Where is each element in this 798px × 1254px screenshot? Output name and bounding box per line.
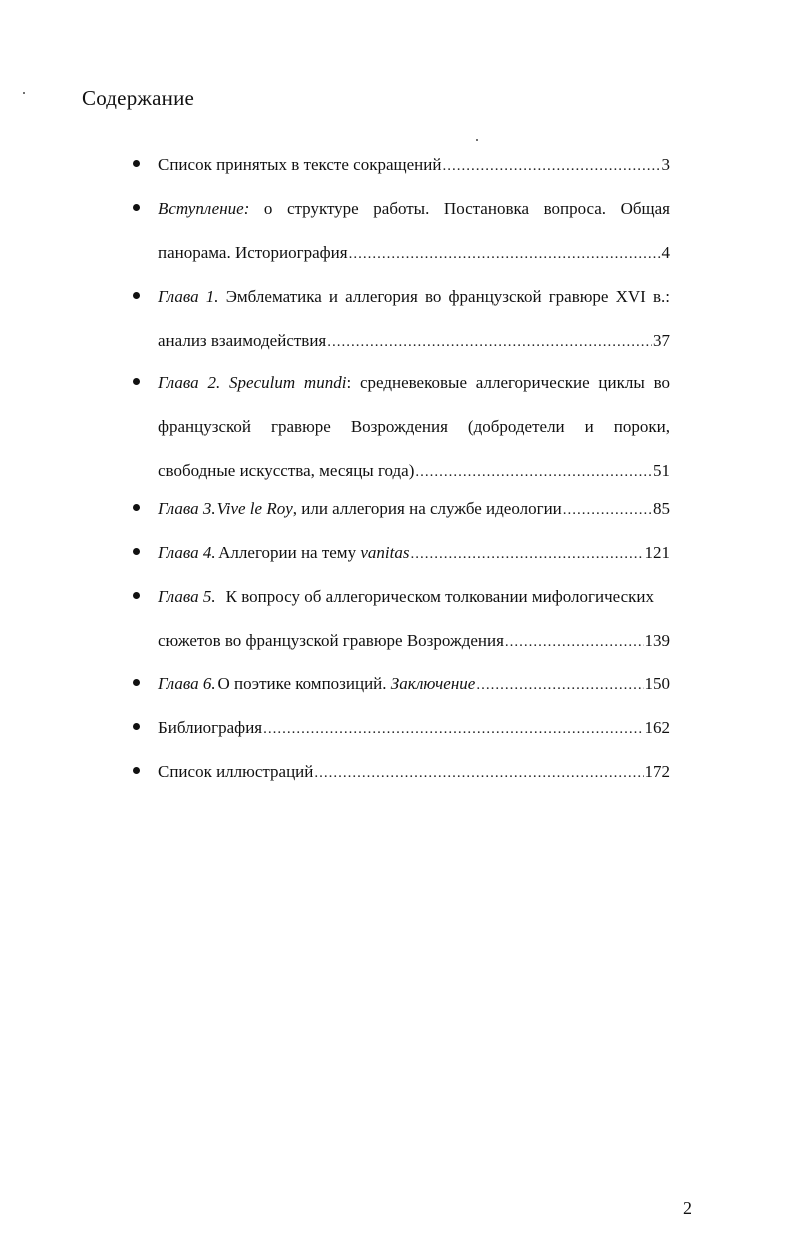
toc-entry-term: Заключение — [390, 674, 476, 693]
toc-line — [158, 143, 670, 187]
toc-entry-bibliography[interactable] — [158, 706, 670, 750]
toc-entry-chapter-4[interactable] — [158, 531, 670, 575]
bullet-icon — [133, 204, 140, 211]
toc-entry-chapter-6[interactable] — [158, 662, 670, 706]
toc-line — [158, 706, 670, 750]
toc-entry-illustrations[interactable] — [158, 750, 670, 794]
toc-line — [158, 187, 670, 231]
dot-leader — [263, 707, 643, 751]
toc-entry-label: Вступление: — [158, 199, 250, 218]
toc-entry-chapter-3[interactable] — [158, 487, 670, 531]
dot-leader — [314, 751, 643, 795]
toc-entry-chapter-1[interactable] — [158, 275, 670, 363]
toc-page-number: 121 — [644, 543, 670, 562]
toc-entry-title-cont: панорама. Историография — [158, 243, 348, 262]
toc-entry-label: Глава 2. — [158, 373, 221, 392]
toc-page-number: 3 — [661, 155, 670, 174]
toc-page-number: 85 — [653, 499, 670, 518]
toc-page-number: 4 — [661, 243, 670, 262]
toc-entry-introduction[interactable] — [158, 187, 670, 275]
bullet-icon — [133, 679, 140, 686]
toc-line — [158, 662, 670, 706]
toc-line — [158, 275, 670, 319]
dot-leader — [442, 144, 660, 188]
bullet-icon — [133, 160, 140, 167]
toc-entry-term: Speculum mundi — [229, 373, 347, 392]
toc-line — [158, 750, 670, 794]
toc-line — [158, 619, 670, 663]
bullet-icon — [133, 548, 140, 555]
toc-page-number: 139 — [644, 631, 670, 650]
toc-page-number: 51 — [653, 461, 670, 480]
toc-entry-label: Глава 4. — [158, 543, 216, 562]
toc-entry-chapter-2[interactable] — [158, 361, 670, 493]
bullet-icon — [133, 592, 140, 599]
toc-entry-label: Глава 1. — [158, 287, 219, 306]
bullet-icon — [133, 723, 140, 730]
scan-speck — [23, 92, 25, 94]
toc-page-number: 172 — [644, 762, 670, 781]
page-title: Содержание — [82, 86, 195, 110]
toc-entry-term: Vive le Roy — [216, 499, 293, 518]
toc-line — [158, 361, 670, 405]
dot-leader — [563, 488, 652, 532]
toc-page-number: 162 — [644, 718, 670, 737]
dot-leader — [476, 663, 643, 707]
toc-entry-title: Библиография — [158, 718, 263, 737]
toc-line — [158, 319, 670, 363]
dot-leader — [505, 620, 644, 664]
scan-speck — [476, 139, 478, 141]
toc-entry-chapter-5[interactable] — [158, 575, 670, 663]
dot-leader — [349, 232, 661, 276]
toc-line — [158, 575, 670, 619]
toc-entry-term: vanitas — [360, 543, 410, 562]
toc-entry-title: К вопросу об аллегорическом толковании мифологических — [225, 587, 655, 606]
toc-entry-title: Эмблематика и аллегория во французской гравюре XVI в.: — [225, 287, 670, 306]
bullet-icon — [133, 378, 140, 385]
bullet-icon — [133, 292, 140, 299]
toc-entry-title: Список иллюстраций — [158, 762, 314, 781]
toc-entry-title: О поэтике композиций. — [217, 674, 387, 693]
toc-entry-label: Глава 6. — [158, 674, 216, 693]
dot-leader — [327, 320, 652, 364]
toc-page-number: 37 — [653, 331, 670, 350]
toc-entry-title: о структуре работы. Постановка вопроса. Общая — [263, 199, 670, 218]
toc-entry-title: Аллегории на тему — [218, 543, 357, 562]
toc-entry-label: Глава 5. — [158, 587, 216, 606]
bullet-icon — [133, 504, 140, 511]
toc-entry-title-cont: сюжетов во французской гравюре Возрождения — [158, 631, 504, 650]
toc-entry-title: , или аллегория на службе идеологии — [292, 499, 562, 518]
page-number: 2 — [683, 1198, 692, 1218]
bullet-icon — [133, 767, 140, 774]
toc-line — [158, 405, 670, 449]
toc-entry-title-cont: анализ взаимодействия — [158, 331, 327, 350]
toc-line — [158, 531, 670, 575]
toc-entry-title-cont: французской гравюре Возрождения (добродетели и пороки, — [158, 417, 670, 436]
toc-page-number: 150 — [644, 674, 670, 693]
toc-entry-title: Список принятых в тексте сокращений — [158, 155, 442, 174]
toc-entry-title-cont: свободные искусства, месяцы года) — [158, 461, 415, 480]
toc-entry-abbreviations[interactable] — [158, 143, 670, 187]
dot-leader — [410, 532, 643, 576]
toc-entry-title: : средневековые аллегорические циклы во — [346, 373, 671, 392]
toc-entry-label: Глава 3. — [158, 499, 216, 518]
toc-line — [158, 231, 670, 275]
toc-line — [158, 487, 670, 531]
